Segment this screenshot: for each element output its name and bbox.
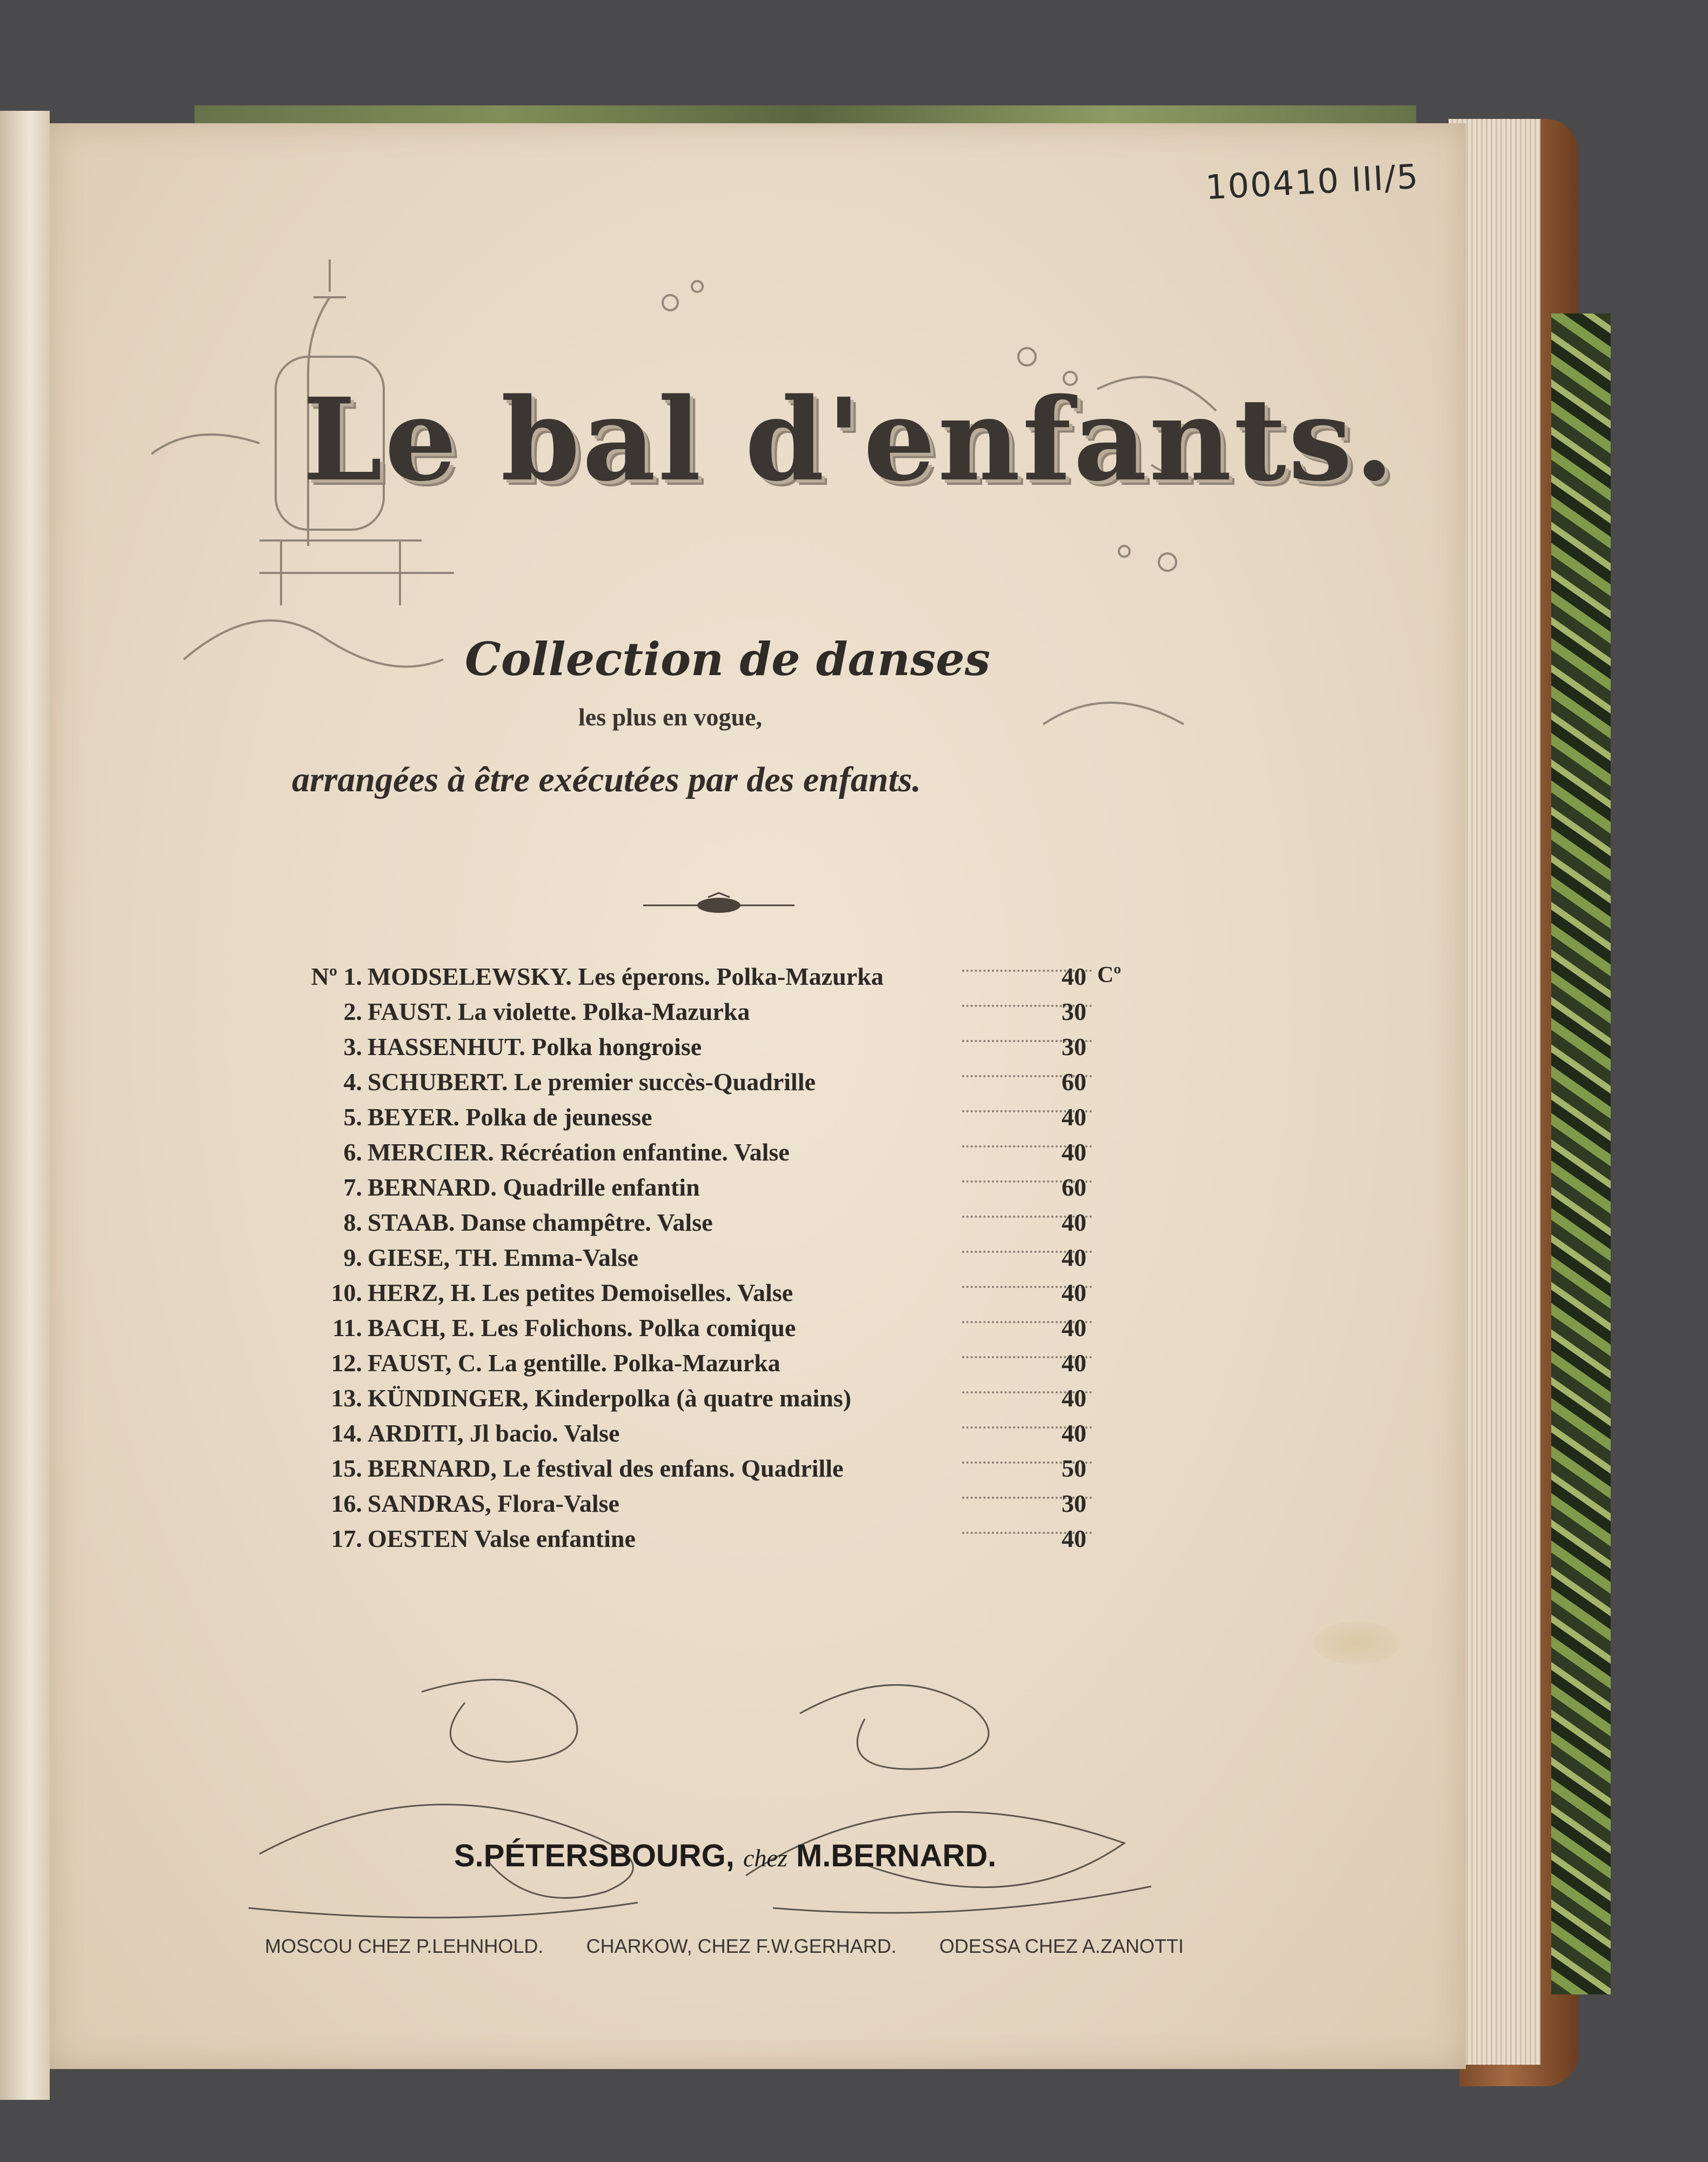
item-price: 60 bbox=[1062, 1173, 1086, 1201]
item-number: 5. bbox=[343, 1103, 362, 1131]
item-number: 7. bbox=[343, 1173, 362, 1201]
currency-unit: Cº bbox=[1097, 963, 1122, 987]
item-price: 40 bbox=[1062, 1419, 1086, 1447]
item-title: BERNARD. Quadrille enfantin bbox=[368, 1173, 700, 1201]
item-price: 40 bbox=[1062, 963, 1086, 990]
subtitle-collection: Collection de danses bbox=[465, 632, 991, 686]
publisher-chez: chez bbox=[743, 1844, 788, 1872]
item-number: 4. bbox=[343, 1068, 362, 1096]
item-number: 3. bbox=[343, 1033, 362, 1060]
item-price: 50 bbox=[1062, 1454, 1086, 1482]
item-title: SANDRAS, Flora-Valse bbox=[368, 1490, 619, 1517]
marbled-cover bbox=[1551, 313, 1611, 1994]
item-number: 13. bbox=[331, 1384, 362, 1412]
list-item bbox=[297, 1349, 1108, 1384]
item-title: STAAB. Danse champêtre. Valse bbox=[368, 1209, 713, 1236]
publisher-name: M.BERNARD. bbox=[796, 1838, 997, 1873]
list-item bbox=[297, 1208, 1108, 1243]
item-title: OESTEN Valse enfantine bbox=[368, 1525, 636, 1552]
item-price: 30 bbox=[1062, 1033, 1086, 1060]
item-price: 40 bbox=[1062, 1279, 1086, 1306]
publisher-line bbox=[454, 1838, 996, 1874]
item-price: 40 bbox=[1062, 1209, 1086, 1236]
item-title: HASSENHUT. Polka hongroise bbox=[368, 1033, 702, 1060]
item-price: 40 bbox=[1062, 1244, 1086, 1271]
paper-stain bbox=[1313, 1622, 1400, 1665]
list-item bbox=[297, 1067, 1108, 1103]
item-title: FAUST. La violette. Polka-Mazurka bbox=[368, 998, 750, 1025]
list-item bbox=[297, 1173, 1108, 1208]
item-number: 12. bbox=[331, 1349, 362, 1377]
list-item bbox=[297, 997, 1108, 1032]
floral-ornament bbox=[151, 238, 1265, 778]
publisher-city: S.PÉTERSBOURG, bbox=[454, 1838, 735, 1873]
subtitle-arrangement: arrangées à être exécutées par des enfants. bbox=[292, 760, 922, 799]
list-item bbox=[297, 1454, 1108, 1489]
item-number: 10. bbox=[331, 1279, 362, 1306]
subtitle-vogue: les plus en vogue, bbox=[578, 703, 762, 731]
list-item bbox=[297, 1138, 1108, 1173]
list-item bbox=[297, 1419, 1108, 1454]
item-price: 60 bbox=[1062, 1068, 1086, 1096]
list-item bbox=[297, 1384, 1108, 1419]
list-item bbox=[297, 1032, 1108, 1067]
item-title: SCHUBERT. Le premier succès-Quadrille bbox=[368, 1068, 816, 1096]
agent-charkow: CHARKOW, CHEZ F.W.GERHARD. bbox=[586, 1935, 897, 1957]
item-number: 17. bbox=[331, 1525, 362, 1552]
item-number: 16. bbox=[331, 1490, 362, 1517]
item-price: 40 bbox=[1062, 1103, 1086, 1131]
item-price: 40 bbox=[1062, 1384, 1086, 1412]
item-price: 40 bbox=[1062, 1349, 1086, 1377]
item-title: MODSELEWSKY. Les éperons. Polka-Mazurka bbox=[368, 963, 884, 990]
item-price: 30 bbox=[1062, 1490, 1086, 1517]
main-title: Le bal d'enfants. bbox=[303, 373, 1397, 506]
item-price: 40 bbox=[1062, 1525, 1086, 1552]
item-title: KÜNDINGER, Kinderpolka (à quatre mains) bbox=[368, 1384, 851, 1412]
item-number: 2. bbox=[343, 998, 362, 1025]
list-item bbox=[297, 962, 1122, 997]
list-item bbox=[297, 1103, 1108, 1138]
item-price: 30 bbox=[1062, 998, 1086, 1025]
ornamental-divider bbox=[643, 892, 795, 919]
previous-page-edge bbox=[0, 111, 50, 2100]
item-title: BEYER. Polka de jeunesse bbox=[368, 1103, 652, 1131]
item-number: 8. bbox=[343, 1209, 362, 1236]
shelfmark-handwritten: 100410 III/5 bbox=[1204, 156, 1420, 208]
list-item bbox=[297, 1489, 1108, 1524]
item-title: ARDITI, Jl bacio. Valse bbox=[368, 1419, 620, 1447]
item-number: 14. bbox=[331, 1419, 362, 1447]
agents-line bbox=[265, 1935, 1184, 1958]
item-price: 40 bbox=[1062, 1314, 1086, 1342]
item-title: FAUST, C. La gentille. Polka-Mazurka bbox=[368, 1349, 780, 1377]
item-number: 15. bbox=[331, 1454, 362, 1482]
item-title: MERCIER. Récréation enfantine. Valse bbox=[368, 1138, 790, 1166]
item-title: BACH, E. Les Folichons. Polka comique bbox=[368, 1314, 796, 1342]
item-title: GIESE, TH. Emma-Valse bbox=[368, 1244, 638, 1271]
item-price: 40 bbox=[1062, 1138, 1086, 1166]
agent-odessa: ODESSA CHEZ A.ZANOTTI bbox=[939, 1935, 1184, 1957]
item-title: HERZ, H. Les petites Demoiselles. Valse bbox=[368, 1279, 793, 1306]
list-item bbox=[297, 1524, 1108, 1559]
contents-list bbox=[297, 962, 1122, 1559]
calligraphic-flourish bbox=[205, 1649, 1232, 1930]
item-number-prefix: Nº 1. bbox=[311, 963, 362, 990]
list-item bbox=[297, 1243, 1108, 1278]
agent-moscow: MOSCOU CHEZ P.LEHNHOLD. bbox=[265, 1935, 544, 1957]
item-number: 6. bbox=[343, 1138, 362, 1166]
list-item bbox=[297, 1313, 1108, 1349]
item-number: 11. bbox=[332, 1314, 362, 1342]
list-item bbox=[297, 1278, 1108, 1313]
item-number: 9. bbox=[343, 1244, 362, 1271]
item-title: BERNARD, Le festival des enfans. Quadrille bbox=[368, 1454, 844, 1482]
